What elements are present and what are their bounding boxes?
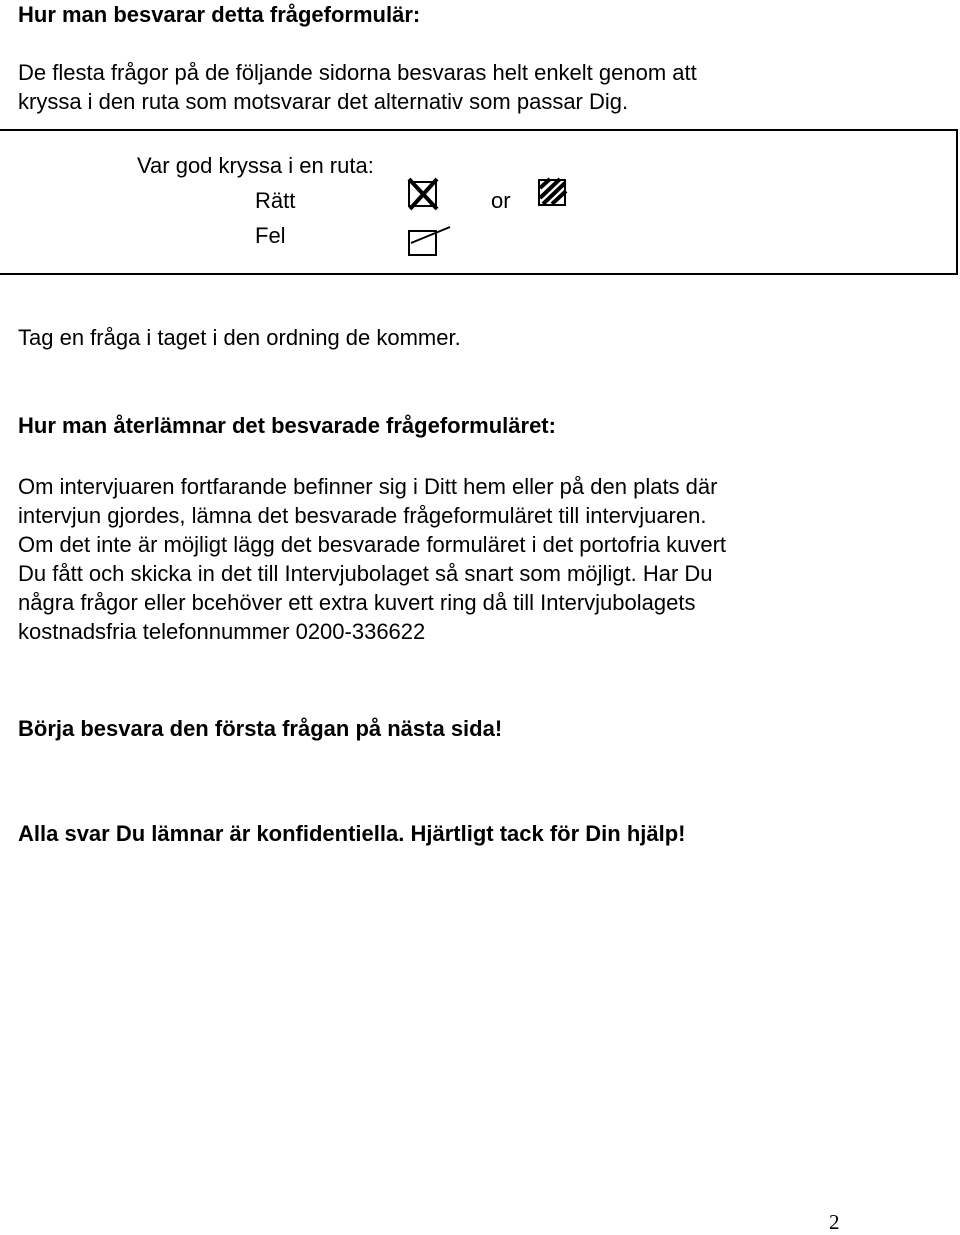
body-line: några frågor eller bcehöver ett extra kuvert ring då till Intervjubolagets [18,590,696,615]
page-number: 2 [829,1210,840,1234]
or-label: or [491,188,511,213]
wrong-label: Fel [255,223,286,248]
intro-paragraph [18,58,697,116]
section-heading-how-to-return: Hur man återlämnar det besvarade frågeformuläret: [18,413,556,438]
closing-note: Alla svar Du lämnar är konfidentiella. Hjärtligt tack för Din hjälp! [18,821,686,846]
body-line: Du fått och skicka in det till Intervjubolaget så snart som möjligt. Har Du [18,561,713,586]
order-note: Tag en fråga i taget i den ordning de kommer. [18,325,461,350]
correct-label: Rätt [255,188,296,213]
intro-line: kryssa i den ruta som motsvarar det alternativ som passar Dig. [18,89,629,114]
body-line: intervjun gjordes, lämna det besvarade frågeformuläret till intervjuaren. [18,503,707,528]
body-line: Om det inte är möjligt lägg det besvarade formuläret i det portofria kuvert [18,532,727,557]
checkbox-slashed-icon [404,222,454,258]
intro-line: De flesta frågor på de följande sidorna besvaras helt enkelt genom att [18,60,697,85]
example-box [0,129,958,275]
body-line: kostnadsfria telefonnummer 0200-336622 [18,619,426,644]
section-heading-how-to-answer: Hur man besvarar detta frågeformulär: [18,2,421,27]
body-line: Om intervjuaren fortfarande befinner sig i Ditt hem eller på den plats där [18,474,718,499]
return-instructions-paragraph [18,472,726,646]
start-note: Börja besvara den första frågan på nästa sida! [18,716,503,741]
checkbox-crossed-icon [404,176,444,212]
example-instruction: Var god kryssa i en ruta: [137,153,374,178]
checkbox-filled-icon [536,174,570,210]
